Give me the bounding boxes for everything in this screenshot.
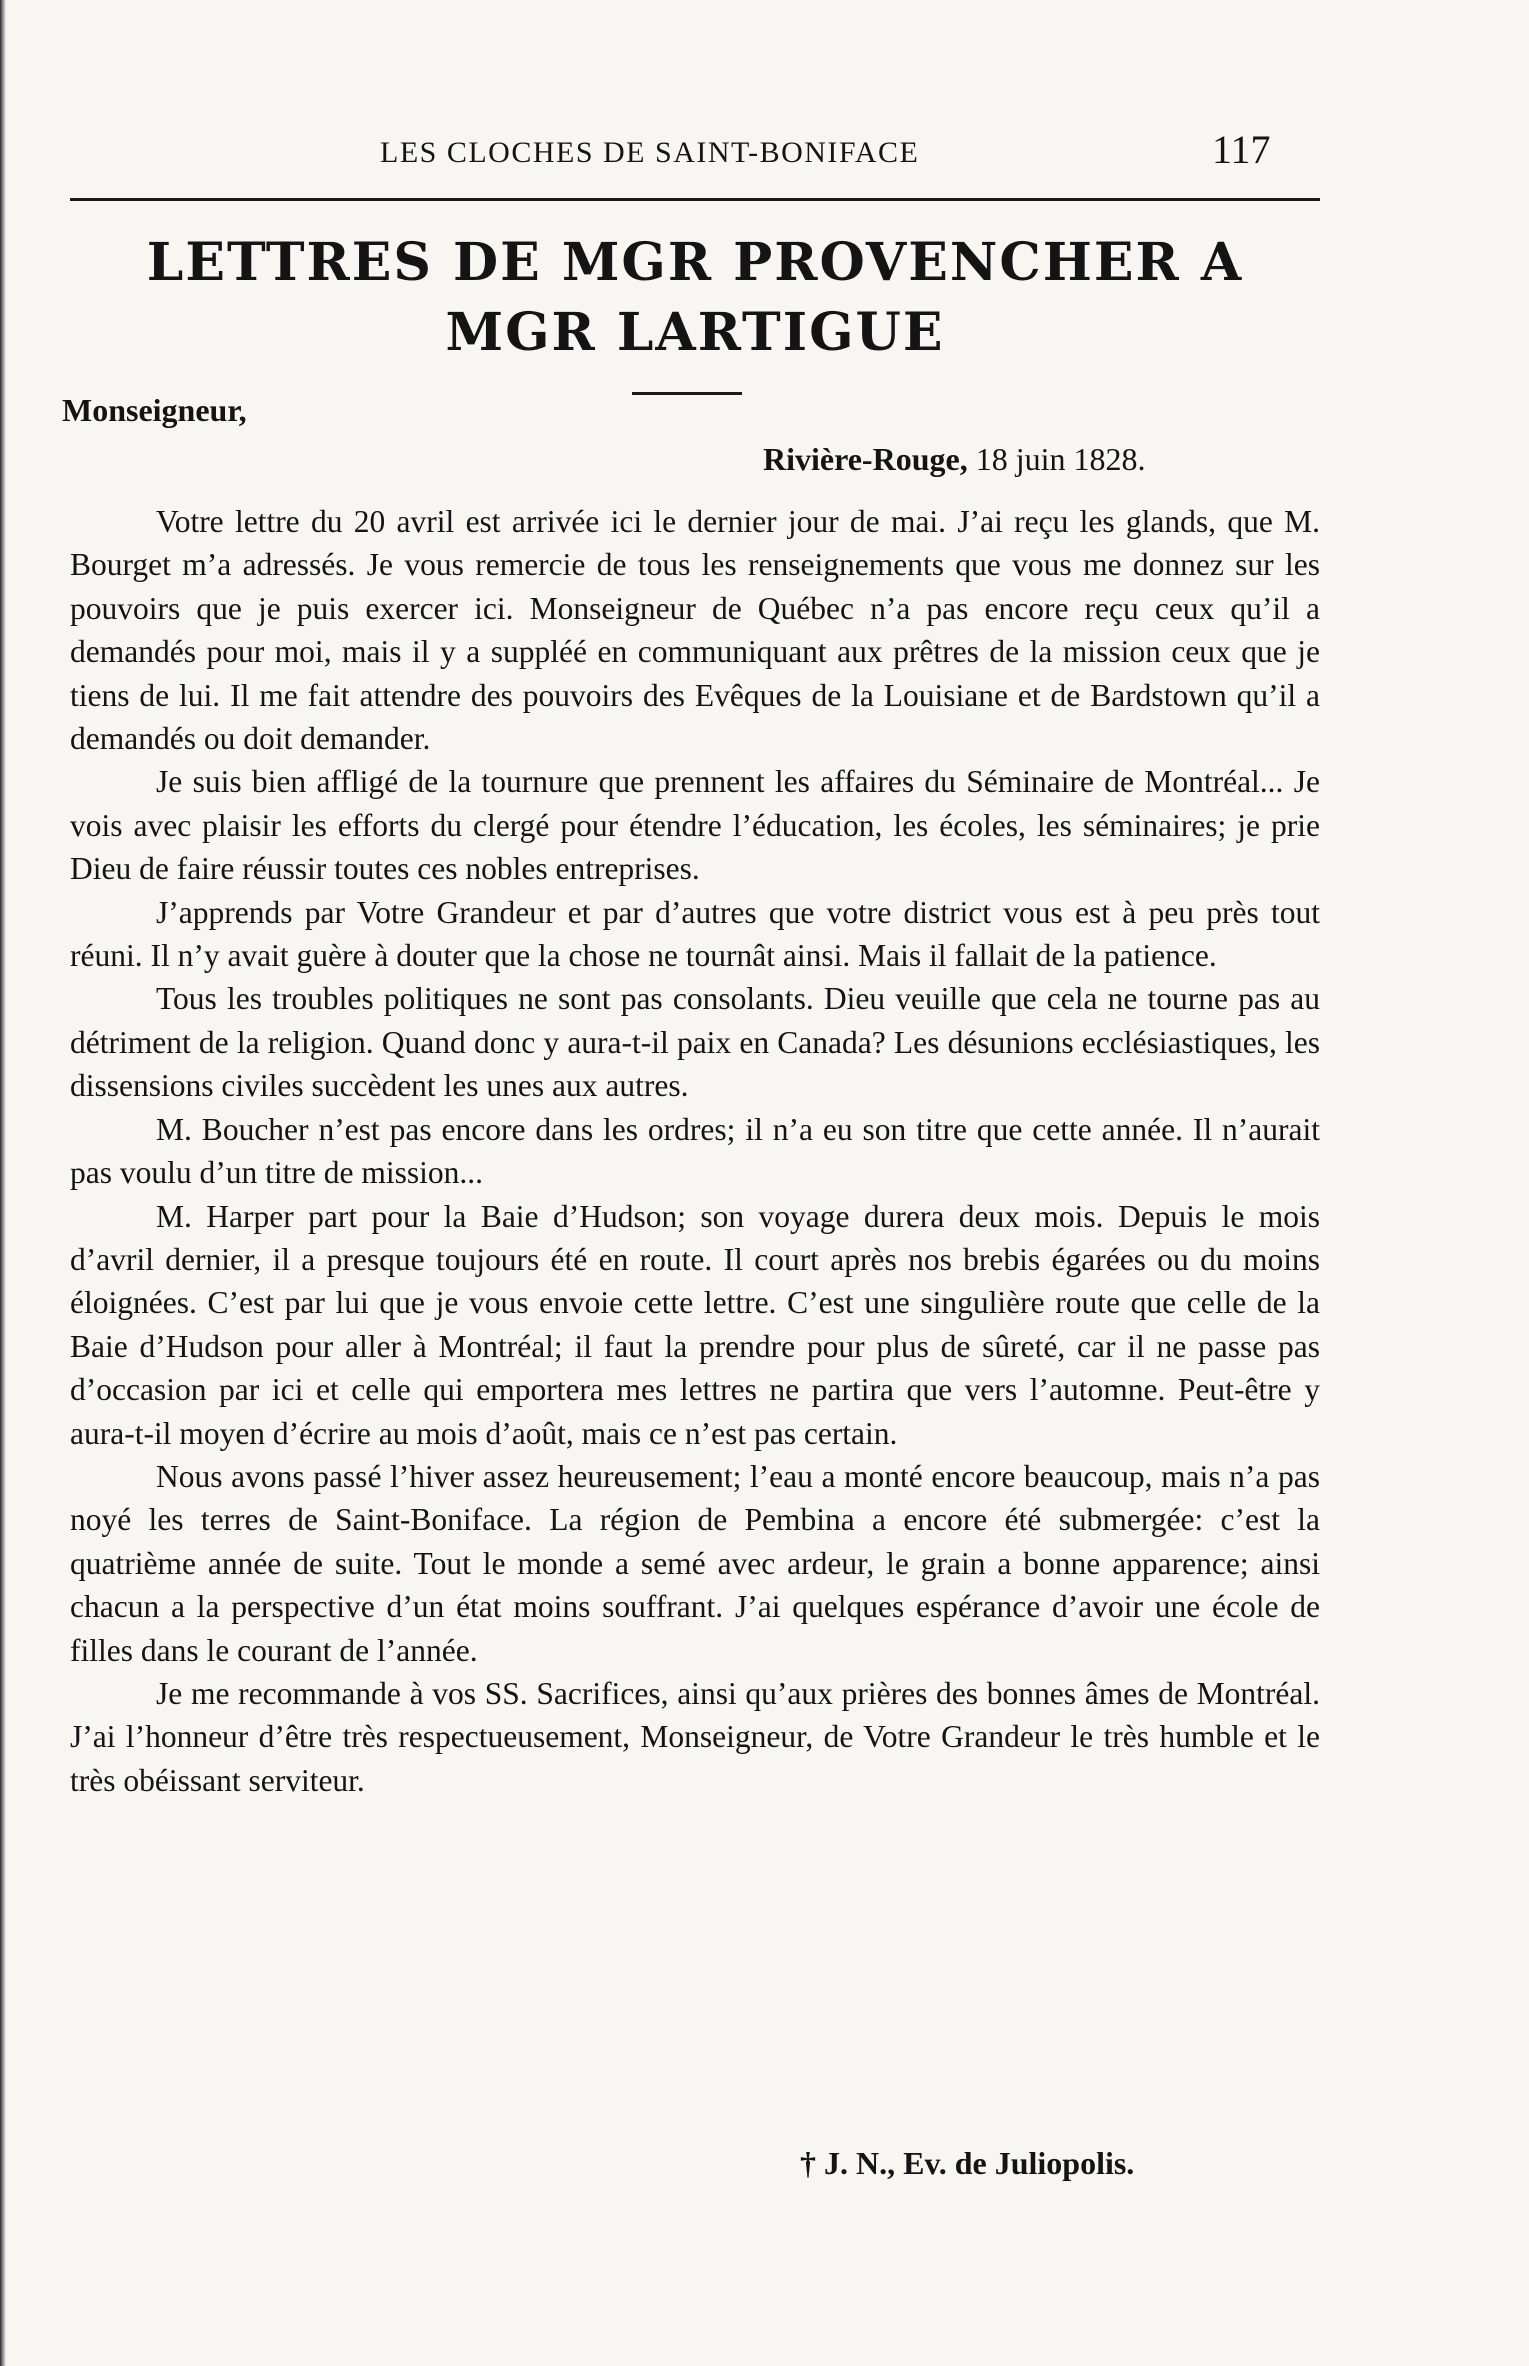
title-line-2: MGR LARTIGUE <box>445 302 945 363</box>
running-head: LES CLOCHES DE SAINT-BONIFACE <box>380 136 920 169</box>
page-number: 117 <box>1212 127 1271 172</box>
dateline <box>763 441 1145 478</box>
header-rule <box>70 198 1320 201</box>
paragraph: Nous avons passé l’hiver assez heureusement; l’eau a monté encore beaucoup, mais n’a pas noyé les terres de Saint-Boniface. La région de Pembina a encore été submergée: c’est la quatrième année de suite. Tout le monde a semé avec ardeur, le grain a bonne apparence; ainsi chacun a la perspective d’un état moins souffrant. J’ai quelques espérance d’avoir une école de filles dans le courant de l’année. <box>70 1458 1320 1668</box>
paragraph: Je me recommande à vos SS. Sacrifices, ainsi qu’aux prières des bonnes âmes de Montréal. J’ai l’honneur d’être très respectueusement, Monseigneur, de Votre Grandeur le très humble et le très obéissant serviteur. <box>70 1675 1320 1798</box>
paragraph: M. Harper part pour la Baie d’Hudson; son voyage durera deux mois. Depuis le mois d’avril dernier, il a presque toujours été en route. Il court après nos brebis égarées ou du moins éloignées. C’est par lui que je vous envoie cette lettre. C’est une singulière route que celle de la Baie d’Hudson pour aller à Montréal; il faut la prendre pour plus de sûreté, car il ne passe pas d’occasion par ici et celle qui emportera mes lettres ne partira que vers l’automne. Peut-être y aura-t-il moyen d’écrire au mois d’août, mais ce n’est pas certain. <box>70 1198 1320 1451</box>
title-rule <box>632 392 742 395</box>
article-title <box>120 228 1270 368</box>
paragraph: M. Boucher n’est pas encore dans les ordres; il n’a eu son titre que cette année. Il n’aurait pas voulu d’un titre de mission... <box>70 1111 1320 1191</box>
paragraph: Je suis bien affligé de la tournure que prennent les affaires du Séminaire de Montréal... Je vois avec plaisir les efforts du clergé pour étendre l’éducation, les écoles, les séminaires; je prie Dieu de faire réussir toutes ces nobles entreprises. <box>70 764 1320 887</box>
title-line-1: LETTRES DE MGR PROVENCHER A <box>146 232 1244 293</box>
binding-edge <box>0 0 6 2366</box>
dateline-date: 18 juin 1828. <box>975 441 1146 477</box>
dateline-place: Rivière-Rouge, <box>763 441 968 477</box>
signature: † J. N., Ev. de Juliopolis. <box>800 2145 1135 2181</box>
paragraph: Votre lettre du 20 avril est arrivée ici le dernier jour de mai. J’ai reçu les glands, que M. Bourget m’a adressés. Je vous remercie de tous les renseignements que vous me donnez sur les pouvoirs que je puis exercer ici. Monseigneur de Québec n’a pas encore reçu ceux qu’il a demandés pour moi, mais il y a suppléé en communiquant aux prêtres de la mission ceux que je tiens de lui. Il me fait attendre des pouvoirs des Evêques de la Louisiane et de Bardstown qu’il a demandés ou doit demander. <box>70 504 1320 757</box>
paragraph: Tous les troubles politiques ne sont pas consolants. Dieu veuille que cela ne tourne pas au détriment de la religion. Quand donc y aura-t-il paix en Canada? Les désunions ecclésiastiques, les dissensions civiles succèdent les unes aux autres. <box>70 981 1320 1104</box>
salutation: Monseigneur, <box>62 392 247 428</box>
letter-body <box>70 500 1320 1802</box>
paragraph: J’apprends par Votre Grandeur et par d’autres que votre district vous est à peu près tout réuni. Il n’y avait guère à douter que la chose ne tournât ainsi. Mais il fallait de la patience. <box>70 894 1320 974</box>
